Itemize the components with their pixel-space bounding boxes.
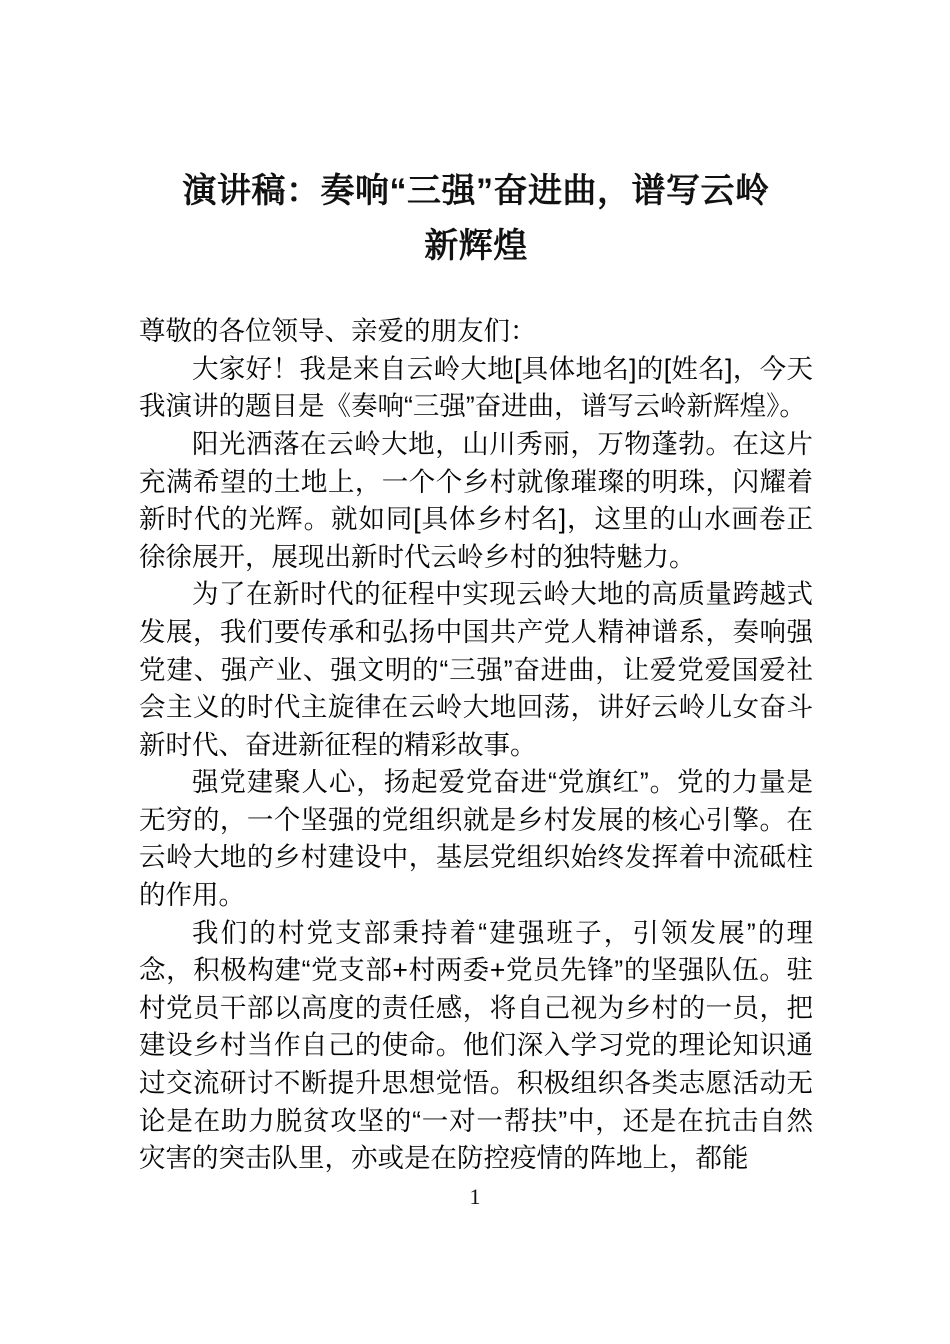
page-number: 1 [469,1184,481,1209]
salutation-line: 尊敬的各位领导、亲爱的朋友们： [139,316,537,347]
page-content [139,0,813,1178]
page-title [139,0,813,274]
title-line-1: 演讲稿：奏响“三强”奋进曲，谱写云岭 [182,172,770,210]
paragraph-1: 大家好！我是来自云岭大地[具体地名]的[姓名]，今天我演讲的题目是《奏响“三强”奋进曲，谱写云岭新辉煌》。 [139,353,813,422]
paragraph-4: 强党建聚人心，扬起爱党奋进“党旗红”。党的力量是无穷的，一个坚强的党组织就是乡村发展的核心引擎。在云岭大地的乡村建设中，基层党组织始终发挥着中流砥柱的作用。 [139,767,813,911]
paragraph-2: 阳光洒落在云岭大地，山川秀丽，万物蓬勃。在这片充满希望的土地上，一个个乡村就像璀璨的明珠，闪耀着新时代的光辉。就如同[具体乡村名]，这里的山水画卷正徐徐展开，展现出新时代云岭乡村的独特魅力。 [139,428,813,572]
title-line-2: 新辉煌 [424,227,528,266]
document-body [139,313,813,1178]
paragraph-5: 我们的村党支部秉持着“建强班子，引领发展”的理念，积极构建“党支部+村两委+党员先锋”的坚强队伍。驻村党员干部以高度的责任感，将自己视为乡村的一员，把建设乡村当作自己的使命。他们深入学习党的理论知识通过交流研讨不断提升思想觉悟。积极组织各类志愿活动无论是在助力脱贫攻坚的“一对一帮扶”中，还是在抗击自然灾害的突击队里，亦或是在防控疫情的阵地上，都能 [139,917,813,1174]
paragraph-3: 为了在新时代的征程中实现云岭大地的高质量跨越式发展，我们要传承和弘扬中国共产党人精神谱系，奏响强党建、强产业、强文明的“三强”奋进曲，让爱党爱国爱社会主义的时代主旋律在云岭大地回荡，讲好云岭儿女奋斗新时代、奋进新征程的精彩故事。 [139,579,813,760]
